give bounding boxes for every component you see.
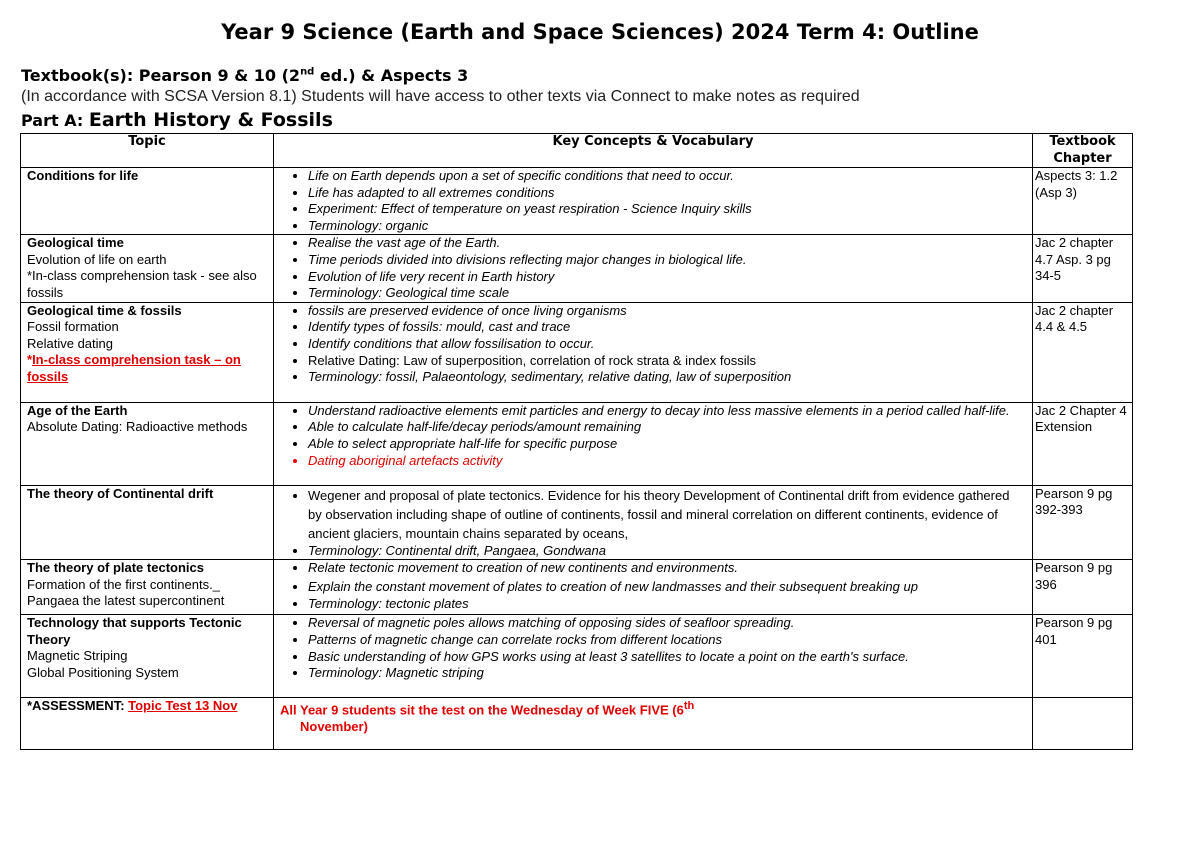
concept-item: • Dating aboriginal artefacts activity — [308, 453, 1026, 470]
concept-item: • Explain the constant movement of plates to creation of new landmasses and their subsequent breaking up — [308, 577, 1026, 596]
topic-cell: Technology that supports Tectonic Theory Magnetic Striping Global Positioning System — [21, 615, 274, 698]
table-row — [21, 168, 1133, 235]
chapter-cell: Jac 2 chapter 4.4 & 4.5 — [1033, 302, 1133, 402]
concept-item: • Patterns of magnetic change can correlate rocks from different locations — [308, 632, 1026, 649]
header-topic: Topic — [21, 134, 274, 168]
concept-item: • Identify types of fossils: mould, cast and trace — [308, 319, 1026, 336]
topic-cell: The theory of Continental drift — [21, 485, 274, 560]
textbook-line: Textbook(s): Pearson 9 & 10 (2nd ed.) & Aspects 3 — [21, 66, 469, 85]
concept-item: • Basic understanding of how GPS works using at least 3 satellites to locate a point on the earth's surface. — [308, 649, 1026, 666]
chapter-cell: Pearson 9 pg 396 — [1033, 560, 1133, 615]
concept-item: • Terminology: organic — [308, 218, 1026, 235]
topic-test-link[interactable]: Topic Test 13 Nov — [128, 698, 238, 714]
concept-item: • Able to select appropriate half-life for specific purpose — [308, 436, 1026, 453]
concept-item: • Terminology: tectonic plates — [308, 596, 1026, 613]
concepts-cell — [274, 235, 1033, 302]
concept-item: • Experiment: Effect of temperature on yeast respiration - Science Inquiry skills — [308, 201, 1026, 218]
chapter-cell: Jac 2 chapter 4.7 Asp. 3 pg 34-5 — [1033, 235, 1133, 302]
topic-cell: The theory of plate tectonics Formation of the first continents._ Pangaea the latest supercontinent — [21, 560, 274, 615]
table-row — [21, 302, 1133, 402]
concept-item: • Wegener and proposal of plate tectonics. Evidence for his theory Development of Continental drift from evidence gathered by observation including shape of outline of continents, fossil and mineral correlation on different continents, evidence of ancient glaciers, mountain chains separated by oceans, — [308, 486, 1026, 543]
concept-item: • Terminology: Continental drift, Pangaea, Gondwana — [308, 543, 1026, 560]
header-concepts: Key Concepts & Vocabulary — [274, 134, 1033, 168]
chapter-cell: Pearson 9 pg 392-393 — [1033, 485, 1133, 560]
concept-item: • Time periods divided into divisions reflecting major changes in biological life. — [308, 252, 1026, 269]
chapter-cell: Jac 2 Chapter 4 Extension — [1033, 402, 1133, 485]
table-header-row — [21, 134, 1133, 168]
table-row — [21, 235, 1133, 302]
concept-item: • Understand radioactive elements emit particles and energy to decay into less massive elements in a period called half-life. — [308, 403, 1026, 420]
table-row — [21, 485, 1133, 560]
concept-item: • Able to calculate half-life/decay periods/amount remaining — [308, 419, 1026, 436]
concepts-cell — [274, 168, 1033, 235]
concepts-cell — [274, 485, 1033, 560]
table-row — [21, 615, 1133, 698]
assessment-cell — [21, 698, 274, 750]
chapter-cell: Aspects 3: 1.2 (Asp 3) — [1033, 168, 1133, 235]
document-title: Year 9 Science (Earth and Space Sciences) 2024 Term 4: Outline — [221, 20, 979, 44]
concept-item: • fossils are preserved evidence of once living organisms — [308, 303, 1026, 320]
outline-table — [20, 133, 1133, 750]
topic-cell: Geological time & fossils Fossil formation Relative dating *In-class comprehension task – on fossils — [21, 302, 274, 402]
concept-item: • Terminology: Magnetic striping — [308, 665, 1026, 682]
table-row — [21, 560, 1133, 615]
assessment-chapter-cell — [1033, 698, 1133, 750]
chapter-cell: Pearson 9 pg 401 — [1033, 615, 1133, 698]
concept-item: • Realise the vast age of the Earth. — [308, 235, 1026, 252]
header-chapter: Textbook Chapter — [1033, 134, 1133, 168]
assessment-note: All Year 9 students sit the test on the Wednesday of Week FIVE (6th November) — [274, 698, 1033, 750]
topic-cell: Geological time Evolution of life on earth *In-class comprehension task - see also fossils — [21, 235, 274, 302]
comprehension-task-link[interactable]: In-class comprehension task – on fossils — [27, 352, 241, 384]
assessment-row — [21, 698, 1133, 750]
concept-item: • Evolution of life very recent in Earth history — [308, 269, 1026, 286]
concepts-cell — [274, 302, 1033, 402]
part-heading: Part A: Earth History & Fossils — [21, 109, 333, 131]
concepts-cell — [274, 560, 1033, 615]
accordance-note: (In accordance with SCSA Version 8.1) Students will have access to other texts via Connect to make notes as required — [21, 88, 860, 105]
concept-item: • Life on Earth depends upon a set of specific conditions that need to occur. — [308, 168, 1026, 185]
concepts-cell — [274, 615, 1033, 698]
concept-item: • Terminology: Geological time scale — [308, 285, 1026, 302]
concept-item: • Relate tectonic movement to creation of new continents and environments. — [308, 560, 1026, 577]
assessment-label: *ASSESSMENT: — [27, 698, 129, 714]
topic-cell: Age of the Earth Absolute Dating: Radioactive methods — [21, 402, 274, 485]
table-row — [21, 402, 1133, 485]
concepts-cell — [274, 402, 1033, 485]
concept-item: • Terminology: fossil, Palaeontology, sedimentary, relative dating, law of superposition — [308, 369, 1026, 386]
concept-item: • Identify conditions that allow fossilisation to occur. — [308, 336, 1026, 353]
concept-item: • Life has adapted to all extremes conditions — [308, 185, 1026, 202]
concept-item: • Reversal of magnetic poles allows matching of opposing sides of seafloor spreading. — [308, 615, 1026, 632]
topic-cell: Conditions for life — [21, 168, 274, 235]
concept-item: • Relative Dating: Law of superposition, correlation of rock strata & index fossils — [308, 353, 1026, 370]
